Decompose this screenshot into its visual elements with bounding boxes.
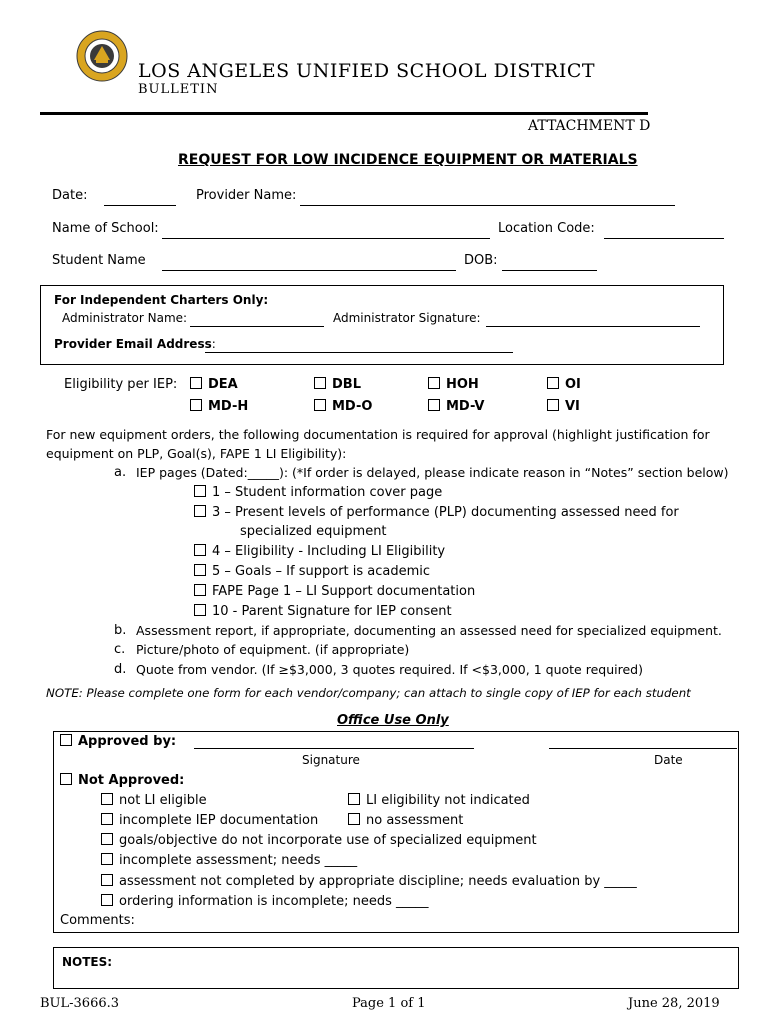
checklist-label: 3 – Present levels of performance (PLP) documenting assessed need for [212, 505, 679, 520]
item-d-marker: d. [114, 662, 127, 677]
approver-signature-field[interactable] [194, 748, 474, 749]
option-label: DBL [332, 377, 361, 392]
eligibility-dbl[interactable] [314, 377, 361, 392]
option-label: MD-O [332, 399, 373, 414]
office-use-heading: Office Use Only [337, 713, 449, 728]
reason-label: goals/objective do not incorporate use of specialized equipment [119, 833, 537, 848]
bulletin-code: BUL-3666.3 [40, 996, 120, 1011]
checkbox-icon [194, 604, 206, 616]
student-name-label: Student Name [52, 253, 146, 268]
reason-ordering-info[interactable] [101, 894, 429, 909]
checklist-parent-signature[interactable] [194, 604, 452, 619]
checkbox-icon [194, 584, 206, 596]
dob-label: DOB: [464, 253, 498, 268]
checklist-fape[interactable] [194, 584, 475, 599]
checkbox-icon [348, 793, 360, 805]
checkbox-icon [101, 874, 113, 886]
provider-email-label [54, 337, 216, 351]
admin-signature-field[interactable] [486, 326, 700, 327]
checkbox-icon [194, 544, 206, 556]
not-approved-checkbox[interactable] [60, 773, 184, 788]
item-b-marker: b. [114, 623, 127, 638]
reason-goals-objective[interactable] [101, 833, 537, 848]
reason-not-li-eligible[interactable] [101, 793, 207, 808]
admin-signature-label: Administrator Signature: [333, 311, 481, 325]
option-label: MD-H [208, 399, 249, 414]
instructions-intro-line2: equipment on PLP, Goal(s), FAPE 1 LI Eligibility): [46, 446, 347, 461]
eligibility-md-o[interactable] [314, 399, 372, 414]
eligibility-md-v[interactable] [428, 399, 484, 414]
reason-assessment-discipline[interactable] [101, 874, 637, 889]
eligibility-dea[interactable] [190, 377, 238, 392]
checkbox-icon [101, 833, 113, 845]
option-label: HOH [446, 377, 479, 392]
checklist-label: 5 – Goals – If support is academic [212, 564, 431, 579]
school-name-field[interactable] [162, 238, 490, 239]
approved-by-checkbox[interactable] [60, 734, 176, 749]
option-label: DEA [208, 377, 238, 392]
reason-label: LI eligibility not indicated [366, 793, 530, 808]
checkbox-icon [547, 377, 559, 389]
checkbox-icon [314, 399, 326, 411]
charters-heading: For Independent Charters Only: [54, 293, 269, 307]
option-label: VI [565, 399, 580, 414]
checkbox-icon [190, 399, 202, 411]
admin-name-label: Administrator Name: [62, 311, 188, 325]
district-name: LOS ANGELES UNIFIED SCHOOL DISTRICT [138, 60, 596, 82]
item-a-marker: a. [114, 465, 127, 480]
checkbox-icon [348, 813, 360, 825]
approval-date-field[interactable] [549, 748, 737, 749]
provider-name-label: Provider Name: [196, 188, 297, 203]
provider-email-colon: : [211, 337, 216, 351]
location-code-field[interactable] [604, 238, 724, 239]
item-c-text: Picture/photo of equipment. (if appropriate) [136, 642, 410, 657]
not-approved-label: Not Approved: [78, 773, 185, 788]
reason-label: ordering information is incomplete; needs _____ [119, 894, 429, 909]
checkbox-icon [60, 734, 72, 746]
checkbox-icon [194, 564, 206, 576]
checklist-plp-continued: specialized equipment [240, 524, 387, 539]
signature-caption: Signature [302, 753, 360, 767]
eligibility-label: Eligibility per IEP: [64, 377, 178, 392]
date-label: Date: [52, 188, 88, 203]
checklist-plp[interactable] [194, 505, 679, 520]
bulletin-label: BULLETIN [138, 82, 219, 97]
notes-box[interactable] [53, 947, 739, 989]
provider-email-label-text: Provider Email Address [54, 337, 212, 351]
checklist-goals[interactable] [194, 564, 430, 579]
checkbox-icon [428, 377, 440, 389]
district-seal-logo [76, 30, 128, 82]
checkbox-icon [194, 485, 206, 497]
admin-name-field[interactable] [190, 326, 324, 327]
instructions-intro-line1: For new equipment orders, the following documentation is required for approval (highlight justification for [46, 427, 710, 442]
checkbox-icon [428, 399, 440, 411]
approved-by-label: Approved by: [78, 734, 177, 749]
page-number: Page 1 of 1 [352, 996, 426, 1011]
reason-no-assessment[interactable] [348, 813, 463, 828]
dob-field[interactable] [502, 270, 597, 271]
reason-label: not LI eligible [119, 793, 207, 808]
vendor-note: NOTE: Please complete one form for each vendor/company; can attach to single copy of IEP for each student [46, 686, 691, 700]
school-name-label: Name of School: [52, 221, 159, 236]
checklist-eligibility[interactable] [194, 544, 445, 559]
checklist-cover-page[interactable] [194, 485, 442, 500]
reason-incomplete-assessment[interactable] [101, 853, 357, 868]
form-title: REQUEST FOR LOW INCIDENCE EQUIPMENT OR MATERIALS [178, 152, 638, 168]
eligibility-md-h[interactable] [190, 399, 248, 414]
checkbox-icon [101, 853, 113, 865]
bulletin-date: June 28, 2019 [628, 996, 720, 1011]
provider-name-field[interactable] [300, 205, 675, 206]
option-label: MD-V [446, 399, 485, 414]
checklist-label: FAPE Page 1 – LI Support documentation [212, 584, 476, 599]
reason-label: assessment not completed by appropriate discipline; needs evaluation by _____ [119, 874, 637, 889]
checkbox-icon [101, 894, 113, 906]
item-a-text: IEP pages (Dated:_____): (*If order is delayed, please indicate reason in “Notes” section below) [136, 465, 729, 480]
date-caption: Date [654, 753, 683, 767]
checkbox-icon [190, 377, 202, 389]
date-field[interactable] [104, 205, 176, 206]
header-rule [40, 112, 648, 115]
checklist-label: 4 – Eligibility - Including LI Eligibility [212, 544, 446, 559]
comments-label: Comments: [60, 913, 135, 928]
checklist-label: 10 - Parent Signature for IEP consent [212, 604, 452, 619]
eligibility-oi[interactable] [547, 377, 581, 392]
student-name-field[interactable] [162, 270, 456, 271]
reason-incomplete-iep[interactable] [101, 813, 318, 828]
reason-li-eligibility-not-indicated[interactable] [348, 793, 530, 808]
provider-email-field[interactable] [205, 352, 513, 353]
eligibility-vi[interactable] [547, 399, 580, 414]
checkbox-icon [101, 813, 113, 825]
option-label: OI [565, 377, 581, 392]
item-c-marker: c. [114, 642, 126, 657]
attachment-label: ATTACHMENT D [528, 118, 651, 134]
eligibility-hoh[interactable] [428, 377, 479, 392]
checkbox-icon [101, 793, 113, 805]
reason-label: no assessment [366, 813, 464, 828]
checkbox-icon [60, 773, 72, 785]
reason-label: incomplete assessment; needs _____ [119, 853, 358, 868]
checklist-label: 1 – Student information cover page [212, 485, 443, 500]
notes-label: NOTES: [62, 955, 113, 969]
checkbox-icon [547, 399, 559, 411]
item-b-text: Assessment report, if appropriate, documenting an assessed need for specialized equipment. [136, 623, 722, 638]
item-d-text: Quote from vendor. (If ≥$3,000, 3 quotes required. If <$3,000, 1 quote required) [136, 662, 643, 677]
checkbox-icon [194, 505, 206, 517]
location-code-label: Location Code: [498, 221, 595, 236]
checkbox-icon [314, 377, 326, 389]
reason-label: incomplete IEP documentation [119, 813, 319, 828]
